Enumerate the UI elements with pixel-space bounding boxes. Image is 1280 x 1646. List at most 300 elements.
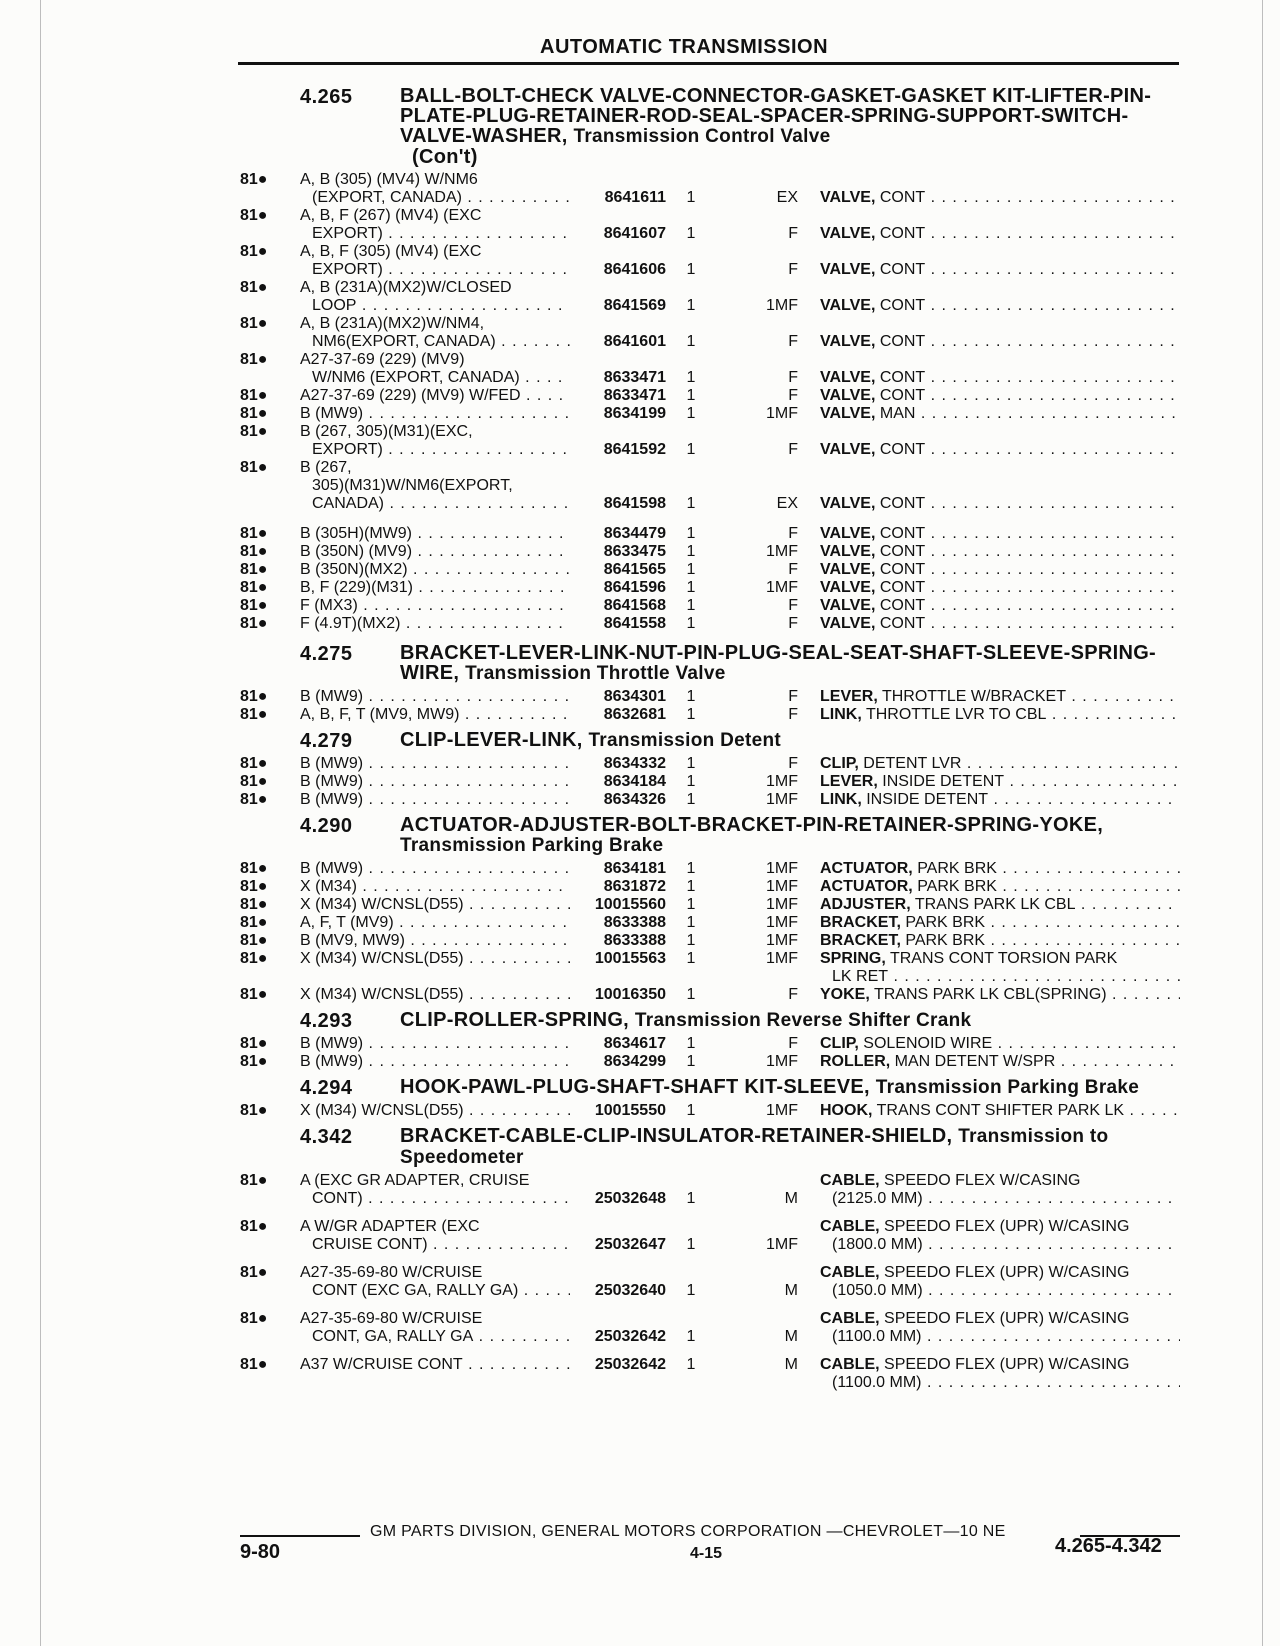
part-name (820, 914, 1180, 932)
quantity: 1 (686, 688, 696, 705)
quantity: 1 (686, 986, 696, 1003)
part-name (820, 1264, 1180, 1300)
quantity: 1 (686, 878, 696, 895)
part-name-line (820, 615, 1180, 633)
part-name-line (820, 369, 1180, 387)
section-heading (0, 1010, 1280, 1031)
part-name-detail: SOLENOID WIRE (863, 1035, 993, 1052)
part-name-noun: BRACKET, (820, 932, 901, 949)
part-name-line (820, 495, 1180, 513)
part-name-detail: CONT (879, 297, 926, 314)
section-rows (0, 755, 1280, 809)
usage-description (300, 615, 570, 633)
model-code: 81● (240, 405, 268, 422)
usage-line: EXPORT) . . . (300, 261, 570, 279)
part-name (820, 597, 1180, 615)
parts-row (0, 279, 1280, 315)
part-name-line (820, 333, 1180, 351)
section-rows (0, 860, 1280, 1004)
usage-description (300, 543, 570, 561)
usage-description (300, 597, 570, 615)
parts-row (0, 315, 1280, 351)
part-name-line (820, 755, 1180, 773)
part-name-line (820, 968, 1180, 986)
model-code: 81● (240, 860, 268, 877)
part-name-detail: INSIDE DETENT (882, 773, 1005, 790)
part-name-line (820, 1102, 1180, 1120)
model-code: 81● (240, 1264, 268, 1281)
model-code: 81● (240, 207, 268, 224)
part-name-detail: PARK BRK (917, 860, 997, 877)
section-title-description: Transmission Reverse Shifter Crank (634, 1010, 972, 1031)
model-code: 81● (240, 1310, 268, 1327)
usage-line: B, F (229)(M31) . . . (300, 579, 570, 597)
source-code: M (784, 1356, 798, 1373)
part-name-line (820, 1264, 1180, 1282)
usage-description (300, 387, 570, 405)
usage-line: A37 W/CRUISE CONT . . . (300, 1356, 570, 1374)
section-title-parts: CLIP-ROLLER-SPRING, (400, 1009, 630, 1031)
part-name-noun: LEVER, (820, 688, 878, 705)
section-rows (0, 688, 1280, 724)
part-name-noun: VALVE, (820, 495, 876, 512)
usage-line: A, B, F (267) (MV4) (EXC (300, 207, 482, 224)
part-name-detail: (2125.0 MM) (832, 1190, 923, 1207)
section-title-parts: BRACKET-LEVER-LINK-NUT-PIN-PLUG-SEAL-SEAT-SHAFT-SLEEVE-SPRING-WIRE, (400, 642, 1157, 684)
quantity: 1 (686, 333, 696, 350)
usage-line: B (267, (300, 459, 352, 476)
usage-line: W/NM6 (EXPORT, CANADA) . . . (300, 369, 570, 387)
part-name (820, 688, 1180, 706)
parts-row (0, 932, 1280, 950)
part-name-noun: CABLE, (820, 1264, 880, 1281)
section-4-290 (0, 815, 1280, 1004)
usage-line: (EXPORT, CANADA) . . . (300, 189, 570, 207)
usage-line: A27-37-69 (229) (MV9) W/FED . . . (300, 387, 570, 405)
quantity: 1 (686, 369, 696, 386)
source-code: F (788, 525, 798, 542)
part-name-detail: CONT (879, 441, 926, 458)
quantity: 1 (686, 189, 696, 206)
parts-row (0, 896, 1280, 914)
usage-line: EXPORT) . . . (300, 441, 570, 459)
source-code: 1MF (766, 405, 798, 422)
footer-rule-left (240, 1535, 360, 1537)
model-code: 81● (240, 387, 268, 404)
usage-description (300, 914, 570, 932)
section-title-description: Transmission Parking Brake (875, 1077, 1140, 1098)
quantity: 1 (686, 297, 696, 314)
quantity: 1 (686, 896, 696, 913)
section-title-parts: BRACKET-CABLE-CLIP-INSULATOR-RETAINER-SHIELD, (400, 1125, 953, 1147)
usage-line: CONT) . . . (300, 1190, 570, 1208)
parts-row (0, 773, 1280, 791)
part-name (820, 950, 1180, 986)
part-name (820, 896, 1180, 914)
model-code: 81● (240, 351, 268, 368)
page-footer (0, 1515, 1280, 1575)
usage-line: A27-35-69-80 W/CRUISE (300, 1310, 483, 1327)
source-code: 1MF (766, 878, 798, 895)
part-name-line (820, 1374, 1180, 1392)
part-name (820, 1310, 1180, 1346)
part-name-line (820, 860, 1180, 878)
usage-line: F (MX3) . . . (300, 597, 570, 615)
part-number: 8641558 (603, 615, 666, 632)
part-name-line (820, 525, 1180, 543)
part-name-line (820, 914, 1180, 932)
part-name-detail: SPEEDO FLEX (UPR) W/CASING (884, 1356, 1130, 1373)
part-name-line (820, 189, 1180, 207)
quantity: 1 (686, 1356, 696, 1373)
quantity: 1 (686, 1053, 696, 1070)
usage-line: CRUISE CONT) . . . (300, 1236, 570, 1254)
part-name-noun: CLIP, (820, 1035, 859, 1052)
part-name-line (820, 441, 1180, 459)
model-code: 81● (240, 1356, 268, 1373)
quantity: 1 (686, 1236, 696, 1253)
model-code: 81● (240, 1102, 268, 1119)
usage-description (300, 525, 570, 543)
part-name-detail: CONT (879, 597, 926, 614)
part-name-detail: CONT (879, 579, 926, 596)
source-code: 1MF (766, 950, 798, 967)
model-code: 81● (240, 459, 268, 476)
part-name-noun: VALVE, (820, 441, 876, 458)
part-number: 8641598 (603, 495, 666, 512)
part-name-noun: LINK, (820, 706, 862, 723)
model-code: 81● (240, 615, 268, 632)
parts-row (0, 423, 1280, 459)
source-code: F (788, 755, 798, 772)
usage-line: LOOP . . . (300, 297, 570, 315)
parts-row (0, 1053, 1280, 1071)
part-number: 8631872 (603, 878, 666, 895)
parts-row (0, 860, 1280, 878)
part-name-detail: CONT (879, 189, 926, 206)
part-name-detail: THROTTLE W/BRACKET (881, 688, 1066, 705)
usage-line: 305)(M31)W/NM6(EXPORT, (312, 477, 513, 494)
parts-row (0, 1035, 1280, 1053)
model-code: 81● (240, 171, 268, 188)
quantity: 1 (686, 387, 696, 404)
usage-description (300, 351, 570, 387)
part-number: 8634181 (603, 860, 666, 877)
part-name-detail: TRANS PARK LK CBL (914, 896, 1076, 913)
part-name (820, 369, 1180, 387)
quantity: 1 (686, 1282, 696, 1299)
parts-row (0, 1102, 1280, 1120)
part-name-detail: SPEEDO FLEX W/CASING (884, 1172, 1081, 1189)
part-number: 25032648 (594, 1190, 666, 1207)
section-title-description: Transmission to Speedometer (400, 1126, 1109, 1168)
part-name (820, 387, 1180, 405)
part-name-detail: CONT (879, 615, 926, 632)
part-name (820, 932, 1180, 950)
source-code: F (788, 441, 798, 458)
parts-row (0, 243, 1280, 279)
section-number: 4.265 (300, 86, 353, 108)
part-name-noun: VALVE, (820, 543, 876, 560)
part-name-noun: CABLE, (820, 1172, 880, 1189)
part-number: 8634184 (603, 773, 666, 790)
parts-row (0, 791, 1280, 809)
part-number: 8641601 (603, 333, 666, 350)
model-code: 81● (240, 1035, 268, 1052)
part-name-noun: ROLLER, (820, 1053, 891, 1070)
part-name-detail: CONT (879, 387, 926, 404)
parts-row (0, 543, 1280, 561)
part-name-line (820, 932, 1180, 950)
usage-line: B (350N) (MV9) . . . (300, 543, 570, 561)
quantity: 1 (686, 932, 696, 949)
part-number: 8634332 (603, 755, 666, 772)
usage-description (300, 1264, 570, 1300)
source-code: 1MF (766, 932, 798, 949)
part-name-detail: CONT (879, 369, 926, 386)
model-code: 81● (240, 950, 268, 967)
part-name-detail: TRANS PARK LK CBL(SPRING) (873, 986, 1107, 1003)
source-code: 1MF (766, 297, 798, 314)
parts-row (0, 1172, 1280, 1208)
part-name-noun: ACTUATOR, (820, 860, 913, 877)
source-code: F (788, 333, 798, 350)
part-name (820, 1035, 1180, 1053)
part-number: 8641565 (603, 561, 666, 578)
section-title (400, 1077, 1180, 1098)
part-name-detail: MAN (879, 405, 916, 422)
quantity: 1 (686, 773, 696, 790)
part-name-line (820, 896, 1180, 914)
part-name (820, 615, 1180, 633)
source-code: M (784, 1190, 798, 1207)
section-4-294 (0, 1077, 1280, 1120)
part-name-noun: VALVE, (820, 525, 876, 542)
parts-row (0, 950, 1280, 986)
section-continued: (Con't) (412, 146, 478, 168)
header-rule (238, 62, 1179, 65)
part-name (820, 706, 1180, 724)
part-name-line (820, 1356, 1180, 1374)
usage-description (300, 878, 570, 896)
part-name (820, 579, 1180, 597)
section-title (400, 643, 1180, 684)
parts-row (0, 1310, 1280, 1346)
part-name-noun: ADJUSTER, (820, 896, 911, 913)
part-name-noun: LEVER, (820, 773, 878, 790)
source-code: F (788, 225, 798, 242)
part-name-detail: CONT (879, 543, 926, 560)
part-name-noun: VALVE, (820, 387, 876, 404)
usage-line: A27-35-69-80 W/CRUISE (300, 1264, 483, 1281)
source-code: 1MF (766, 914, 798, 931)
quantity: 1 (686, 261, 696, 278)
section-title (400, 730, 1180, 751)
usage-description (300, 1102, 570, 1120)
part-name (820, 405, 1180, 423)
part-number: 8634299 (603, 1053, 666, 1070)
part-name-noun: CABLE, (820, 1310, 880, 1327)
usage-description (300, 423, 570, 459)
quantity: 1 (686, 543, 696, 560)
part-number: 10015560 (594, 896, 666, 913)
section-number: 4.342 (300, 1126, 353, 1148)
section-title-parts: ACTUATOR-ADJUSTER-BOLT-BRACKET-PIN-RETAINER-SPRING-YOKE, (400, 814, 1104, 836)
quantity: 1 (686, 441, 696, 458)
usage-line: X (M34) W/CNSL(D55) . . . (300, 950, 570, 968)
part-name-line (820, 579, 1180, 597)
source-code: 1MF (766, 579, 798, 596)
source-code: F (788, 615, 798, 632)
usage-description (300, 459, 570, 513)
part-name-detail: TRANS CONT SHIFTER PARK LK (876, 1102, 1125, 1119)
part-name-line (820, 950, 1180, 968)
source-code: F (788, 561, 798, 578)
model-code: 81● (240, 773, 268, 790)
part-name-noun: VALVE, (820, 333, 876, 350)
parts-row (0, 171, 1280, 207)
parts-listing (0, 80, 1280, 1392)
quantity: 1 (686, 597, 696, 614)
part-name-noun: SPRING, (820, 950, 886, 967)
source-code: M (784, 1282, 798, 1299)
part-name-line (820, 1282, 1180, 1300)
source-code: F (788, 369, 798, 386)
usage-line: B (305H)(MW9) . . . (300, 525, 570, 543)
part-name-noun: CABLE, (820, 1218, 880, 1235)
section-title (400, 1010, 1180, 1031)
source-code: 1MF (766, 1053, 798, 1070)
section-title-parts: CLIP-LEVER-LINK, (400, 729, 583, 751)
part-number: 8633475 (603, 543, 666, 560)
part-name-line (820, 688, 1180, 706)
parts-row (0, 914, 1280, 932)
usage-line: B (267, 305)(M31)(EXC, (300, 423, 473, 440)
part-name-line (820, 1328, 1180, 1346)
usage-line: B (MW9) . . . (300, 1053, 570, 1071)
usage-description (300, 1218, 570, 1254)
part-name-line (820, 387, 1180, 405)
section-title (400, 1126, 1180, 1168)
part-name-line (820, 1172, 1180, 1190)
quantity: 1 (686, 914, 696, 931)
section-rows (0, 171, 1280, 633)
model-code: 81● (240, 878, 268, 895)
part-name-line (820, 773, 1180, 791)
section-4-293 (0, 1010, 1280, 1071)
parts-row (0, 387, 1280, 405)
parts-row (0, 351, 1280, 387)
quantity: 1 (686, 1328, 696, 1345)
usage-description (300, 405, 570, 423)
part-name-detail: PARK BRK (905, 914, 986, 931)
part-name (820, 495, 1180, 513)
model-code: 81● (240, 543, 268, 560)
source-code: 1MF (766, 773, 798, 790)
quantity: 1 (686, 579, 696, 596)
part-name-line (820, 986, 1180, 1004)
footer-page-number: 4-15 (690, 1545, 723, 1562)
usage-line: CONT (EXC GA, RALLY GA) . . . (300, 1282, 570, 1300)
part-name (820, 860, 1180, 878)
part-name-noun: VALVE, (820, 297, 876, 314)
part-name-noun: VALVE, (820, 369, 876, 386)
quantity: 1 (686, 405, 696, 422)
model-code: 81● (240, 1172, 268, 1189)
part-name-noun: HOOK, (820, 1102, 873, 1119)
part-name-noun: BRACKET, (820, 914, 901, 931)
parts-row (0, 1218, 1280, 1254)
part-name-noun: ACTUATOR, (820, 878, 913, 895)
part-name-noun: CABLE, (820, 1356, 880, 1373)
parts-row (0, 1356, 1280, 1392)
section-rows (0, 1172, 1280, 1392)
part-name (820, 333, 1180, 351)
usage-description (300, 896, 570, 914)
usage-description (300, 1172, 570, 1208)
part-name-detail: CONT (879, 261, 926, 278)
part-name-noun: VALVE, (820, 405, 876, 422)
part-name-line (820, 1218, 1180, 1236)
usage-description (300, 243, 570, 279)
part-name-noun: VALVE, (820, 561, 876, 578)
part-name-detail: THROTTLE LVR TO CBL (865, 706, 1047, 723)
usage-line: A, B (305) (MV4) W/NM6 (300, 171, 478, 188)
quantity: 1 (686, 225, 696, 242)
part-name-detail: (1800.0 MM) (832, 1236, 923, 1253)
section-number: 4.290 (300, 815, 353, 837)
part-name-detail: INSIDE DETENT (866, 791, 989, 808)
usage-line: F (4.9T)(MX2) . . . (300, 615, 570, 633)
part-name (820, 261, 1180, 279)
part-name-line (820, 261, 1180, 279)
source-code: F (788, 986, 798, 1003)
usage-line: B (MW9) . . . (300, 755, 570, 773)
part-number: 8634326 (603, 791, 666, 808)
part-name-detail: (1100.0 MM) (832, 1374, 922, 1391)
part-number: 10016350 (594, 986, 666, 1003)
source-code: 1MF (766, 896, 798, 913)
usage-line: A W/GR ADAPTER (EXC (300, 1218, 480, 1235)
parts-row (0, 706, 1280, 724)
usage-description (300, 860, 570, 878)
model-code: 81● (240, 525, 268, 542)
part-name-detail: SPEEDO FLEX (UPR) W/CASING (884, 1310, 1130, 1327)
part-name-detail: (1050.0 MM) (832, 1282, 923, 1299)
section-number: 4.279 (300, 730, 353, 752)
usage-line: X (M34) W/CNSL(D55) . . . (300, 986, 570, 1004)
part-name-noun: VALVE, (820, 261, 876, 278)
part-name-detail: PARK BRK (917, 878, 997, 895)
usage-line: CANADA) . . . (300, 495, 570, 513)
part-number: 8633388 (603, 914, 666, 931)
model-code: 81● (240, 914, 268, 931)
quantity: 1 (686, 525, 696, 542)
quantity: 1 (686, 1102, 696, 1119)
usage-line: B (350N)(MX2) . . . (300, 561, 570, 579)
usage-line: CONT, GA, RALLY GA . . . (300, 1328, 570, 1346)
quantity: 1 (686, 561, 696, 578)
usage-line: EXPORT) . . . (300, 225, 570, 243)
usage-line: B (MW9) . . . (300, 860, 570, 878)
section-title-description: Transmission Detent (588, 730, 782, 751)
parts-row (0, 405, 1280, 423)
part-name (820, 1053, 1180, 1071)
parts-row (0, 597, 1280, 615)
source-code: 1MF (766, 1236, 798, 1253)
part-name (820, 986, 1180, 1004)
part-name-line (820, 297, 1180, 315)
